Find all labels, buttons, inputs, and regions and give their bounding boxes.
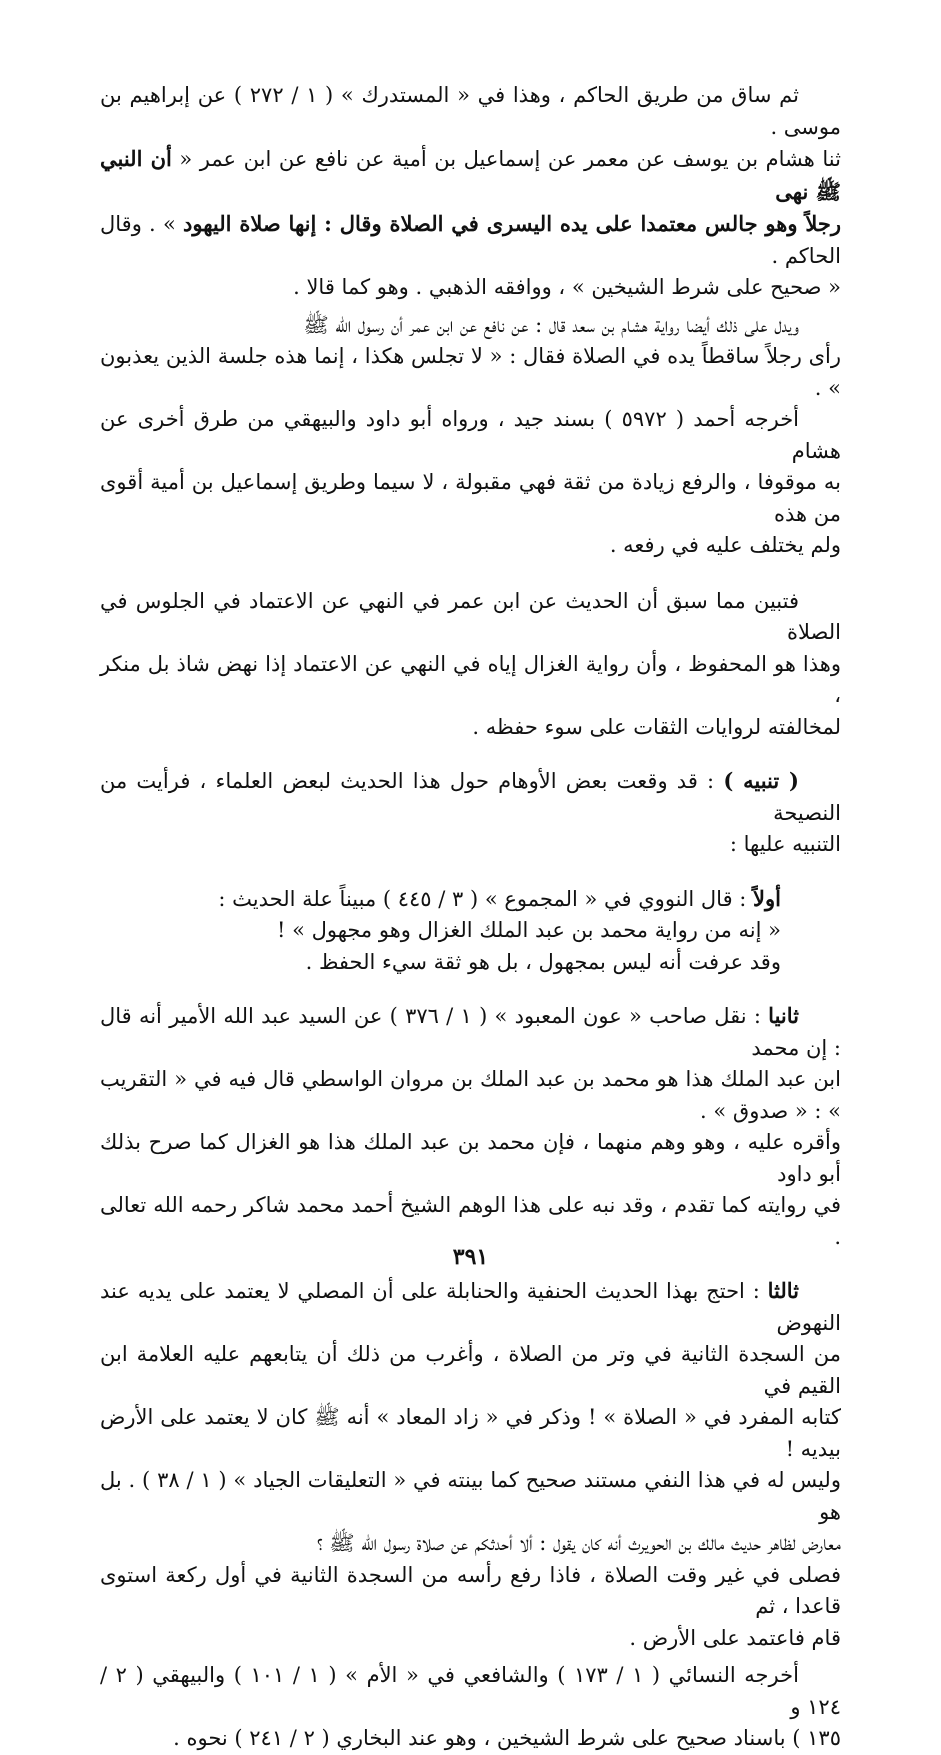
line: فتبين مما سبق أن الحديث عن ابن عمر في النهي عن الاعتماد في الجلوس في الصلاة [100,588,841,644]
line: التنبيه عليها : [729,832,841,856]
paragraph-first [100,883,841,979]
line: وهذا هو المحفوظ ، وأن رواية الغزال إياه في النهي عن الاعتماد إذا نهض شاذ بل منكر ، [100,651,841,707]
paragraph-second [100,1000,841,1253]
point-label: ثالثا [767,1278,799,1303]
line: ويدل على ذلك أيضا رواية هشام بن سعد قال : عن نافع عن ابن عمر أن رسول الله ﷺ [303,312,799,337]
line: وليس له في هذا النفي مستند صحيح كما بينته في « التعليقات الجياد » ( ١ / ٣٨ ) . بل هو [100,1468,841,1524]
line: معارض لظاهر حديث مالك بن الحويرث أنه كان يقول : ألا أحدثكم عن صلاة رسول الله ﷺ ؟ [316,1531,841,1555]
page-body [100,80,841,1755]
line: : احتج بهذا الحديث الحنفية والحنابلة على أن المصلي لا يعتمد على يديه عند النهوض [100,1279,841,1335]
hadith-quote-bold: أن النبي ﷺ نهى [100,146,841,204]
line: » . وقال الحاكم . [100,212,841,268]
paragraph-4 [100,586,841,744]
line: أخرجه النسائي ( ١ / ١٧٣ ) والشافعي في « الأم » ( ١ / ١٠١ ) والبيهقي ( ٢ / ١٢٤ و [100,1663,841,1719]
page-number: ٣٩١ [452,1244,489,1270]
line: كتابه المفرد في « الصلاة » ! وذكر في « زاد المعاد » أنه ﷺ كان لا يعتمد على الأرض بيديه ! [100,1405,841,1461]
point-label: أولاً [753,885,781,911]
line: « صحيح على شرط الشيخين » ، ووافقه الذهبي . وهو كما قالا . [293,275,841,299]
hadith-quote-bold: رجلاً وهو جالس معتمدا على يده اليسرى في الصلاة وقال : إنها صلاة اليهود [183,211,842,236]
line: ولم يختلف عليه في رفعه . [609,533,841,557]
line: قام فاعتمد على الأرض . [629,1625,841,1650]
paragraph-2 [100,310,841,405]
line: : قال النووي في « المجموع » ( ٣ / ٤٤٥ ) مبيناً علة الحديث : [218,886,754,911]
line: أخرجه أحمد ( ٥٩٧٢ ) بسند جيد ، ورواه أبو داود والبيهقي من طرق أخرى عن هشام [100,407,841,463]
paragraph-1 [100,80,841,304]
line: : نقل صاحب « عون المعبود » ( ١ / ٣٧٦ ) عن السيد عبد الله الأمير أنه قال : إن محمد [100,1004,841,1060]
paragraph-takhrij [100,1660,841,1755]
point-label: ثانيا [768,1003,799,1028]
line: ابن عبد الملك هذا هو محمد بن عبد الملك بن مروان الواسطي قال فيه في « التقريب » : « صدوق » . [100,1067,841,1123]
line: في روايته كما تقدم ، وقد نبه على هذا الوهم الشيخ أحمد محمد شاكر رحمه الله تعالى . [100,1193,841,1249]
line: وأقره عليه ، وهو وهم منهما ، فإن محمد بن عبد الملك هذا هو الغزال كما صرح بذلك أبو داود [100,1130,841,1186]
line: ثم ساق من طريق الحاكم ، وهذا في « المستدرك » ( ١ / ٢٧٢ ) عن إبراهيم بن موسى . [100,83,841,139]
paragraph-third [100,1275,841,1654]
line: فصلى في غير وقت الصلاة ، فاذا رفع رأسه من السجدة الثانية في أول ركعة استوى قاعدا ، ثم [100,1562,841,1618]
line: ثنا هشام بن يوسف عن معمر عن إسماعيل بن أمية عن نافع عن ابن عمر « [171,147,841,171]
line: لمخالفته لروايات الثقات على سوء حفظه . [472,714,841,739]
line: « إنه من رواية محمد بن عبد الملك الغزال وهو مجهول » ! [276,918,781,942]
notice-label: ( تنبيه ) [723,768,799,793]
paragraph-notice [100,765,841,861]
line: ١٣٥ ) باسناد صحيح على شرط الشيخين ، وهو عند البخاري ( ٢ / ٢٤١ ) نحوه . [173,1726,841,1750]
line: وقد عرفت أنه ليس بمجهول ، بل هو ثقة سيء الحفظ . [305,949,781,974]
line: من السجدة الثانية في وتر من الصلاة ، وأغرب من ذلك أن يتابعهم عليه العلامة ابن القيم في [100,1342,841,1398]
paragraph-3 [100,404,841,562]
line: : قد وقعت بعض الأوهام حول هذا الحديث لبعض العلماء ، فرأيت من النصيحة [100,769,841,825]
line: رأى رجلاً ساقطاً يده في الصلاة فقال : « لا تجلس هكذا ، إنما هذه جلسة الذين يعذبون » . [100,344,841,400]
line: به موقوفا ، والرفع زيادة من ثقة فهي مقبولة ، لا سيما وطريق إسماعيل بن أمية أقوى من هذه [100,470,841,526]
